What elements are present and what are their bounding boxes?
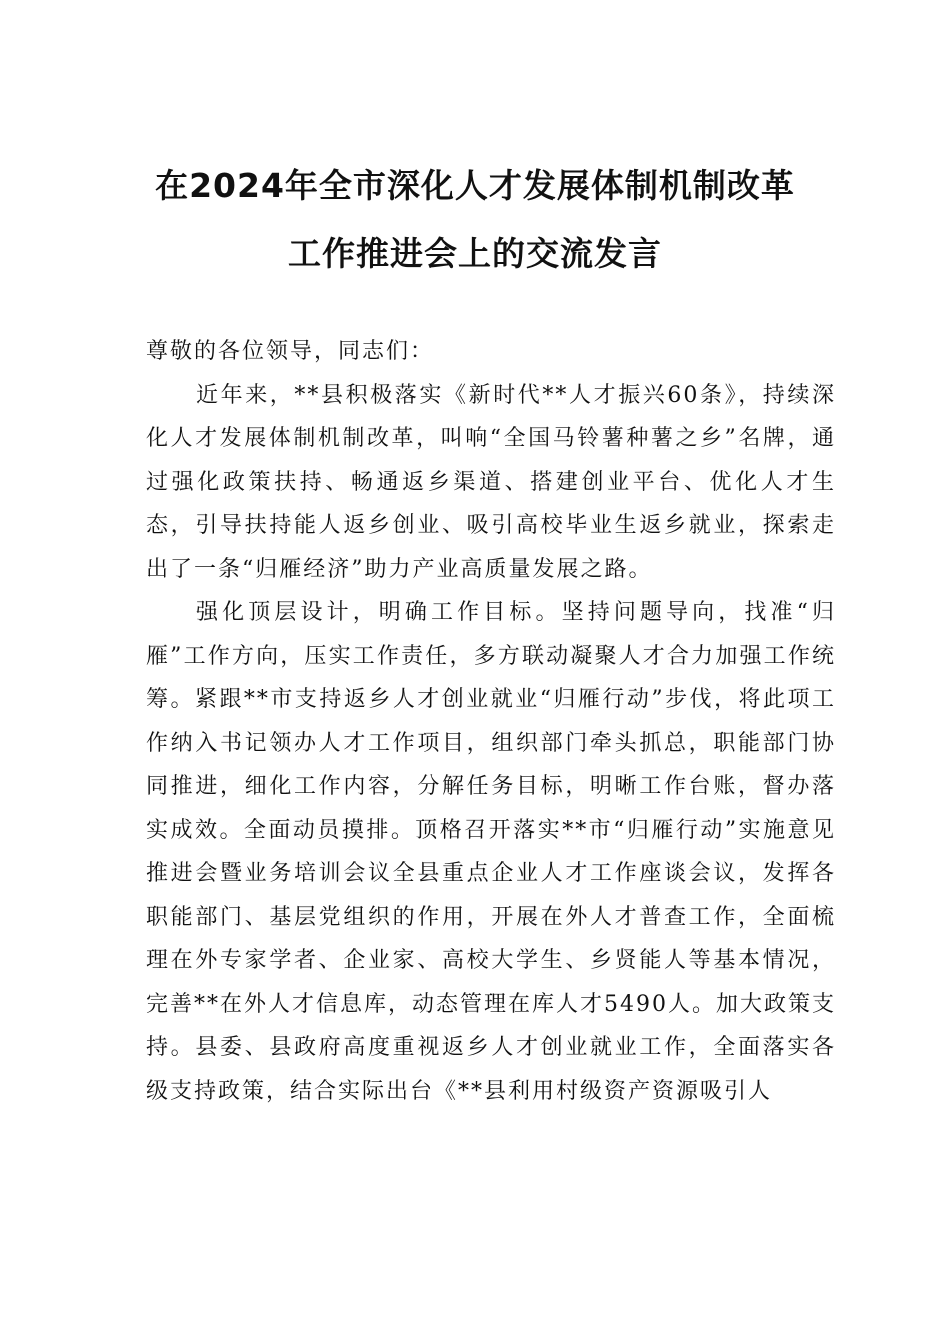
document-title-line-1: 在2024年全市深化人才发展体制机制改革 [155, 166, 795, 205]
paragraph-intro: 近年来，**县积极落实《新时代**人才振兴60条》，持续深化人才发展体制机制改革，叫响“全国马铃薯种薯之乡”名牌，通过强化政策扶持、畅通返乡渠道、搭建创业平台、优化人才生态，引导扶持能人返乡创业、吸引高校毕业生返乡就业，探索走出了一条“归雁经济”助力产业高质量发展之路。 [146, 382, 836, 582]
greeting: 尊敬的各位领导，同志们： [146, 339, 435, 364]
paragraph-top-level-design: 强化顶层设计，明确工作目标。坚持问题导向，找准“归雁”工作方向，压实工作责任，多方联动凝聚人才合力加强工作统筹。紧跟**市支持返乡人才创业就业“归雁行动”步伐，将此项工作纳入书记领办人才工作项目，组织部门牵头抓总，职能部门协同推进，细化工作内容，分解任务目标，明晰工作台账，督办落实成效。全面动员摸排。顶格召开落实**市“归雁行动”实施意见推进会暨业务培训会议全县重点企业人才工作座谈会议，发挥各职能部门、基层党组织的作用，开展在外人才普查工作，全面梳理在外专家学者、企业家、高校大学生、乡贤能人等基本情况，完善**在外人才信息库，动态管理在库人才5490人。加大政策支持。县委、县政府高度重视返乡人才创业就业工作，全面落实各级支持政策，结合实际出台《**县利用村级资产资源吸引人 [146, 600, 836, 1104]
document-title-line-2: 工作推进会上的交流发言 [288, 234, 662, 273]
document-body [146, 330, 836, 1113]
